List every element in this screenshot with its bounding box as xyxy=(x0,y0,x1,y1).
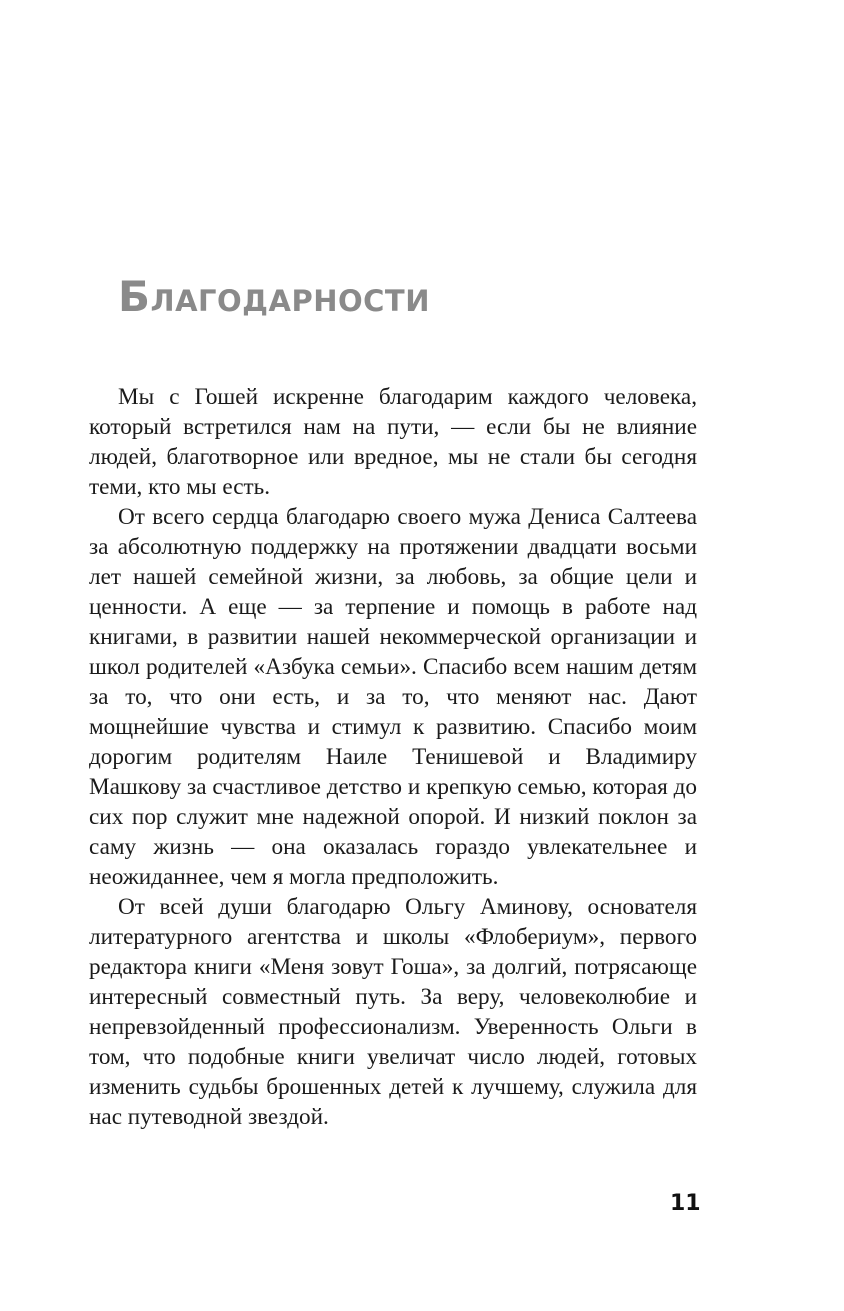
paragraph: От всей души благодарю Ольгу Аминову, основателя литературного агентства и школы «Флобериум», первого редактора книги «Меня зовут Гоша», за долгий, потрясающе интересный совместный путь. За веру, человеколюбие и непревзойденный профессионализм. Уверенность Ольги в том, что подобные книги увеличат число людей, готовых изменить судьбы брошенных детей к лучшему, служила для нас путеводной звездой. xyxy=(89,894,697,1130)
paragraph: От всего сердца благодарю своего мужа Дениса Салтеева за абсолютную поддержку на протяжении двадцати восьми лет нашей семейной жизни, за любовь, за общие цели и ценности. А еще — за терпение и помощь в работе над книгами, в развитии нашей некоммерческой организации и школ родителей «Азбука семьи». Спасибо всем нашим детям за то, что они есть, и за то, что меняют нас. Дают мощнейшие чувства и стимул к развитию. Спасибо моим дорогим родителям Наиле Тенишевой и Владимиру Машкову за счастливое детство и крепкую семью, которая до сих пор служит мне надежной опорой. И низкий поклон за саму жизнь — она оказалась гораздо увлекательнее и неожиданнее, чем я могла предположить. xyxy=(89,504,697,890)
page-number: 11 xyxy=(670,1191,701,1216)
paragraph: Мы с Гошей искренне благодарим каждого человека, который встретился нам на пути, — если бы не влияние людей, благотворное или вредное, мы не стали бы сегодня теми, кто мы есть. xyxy=(89,384,697,500)
chapter-body xyxy=(89,382,697,1132)
chapter-heading: Благодарности xyxy=(118,272,430,321)
